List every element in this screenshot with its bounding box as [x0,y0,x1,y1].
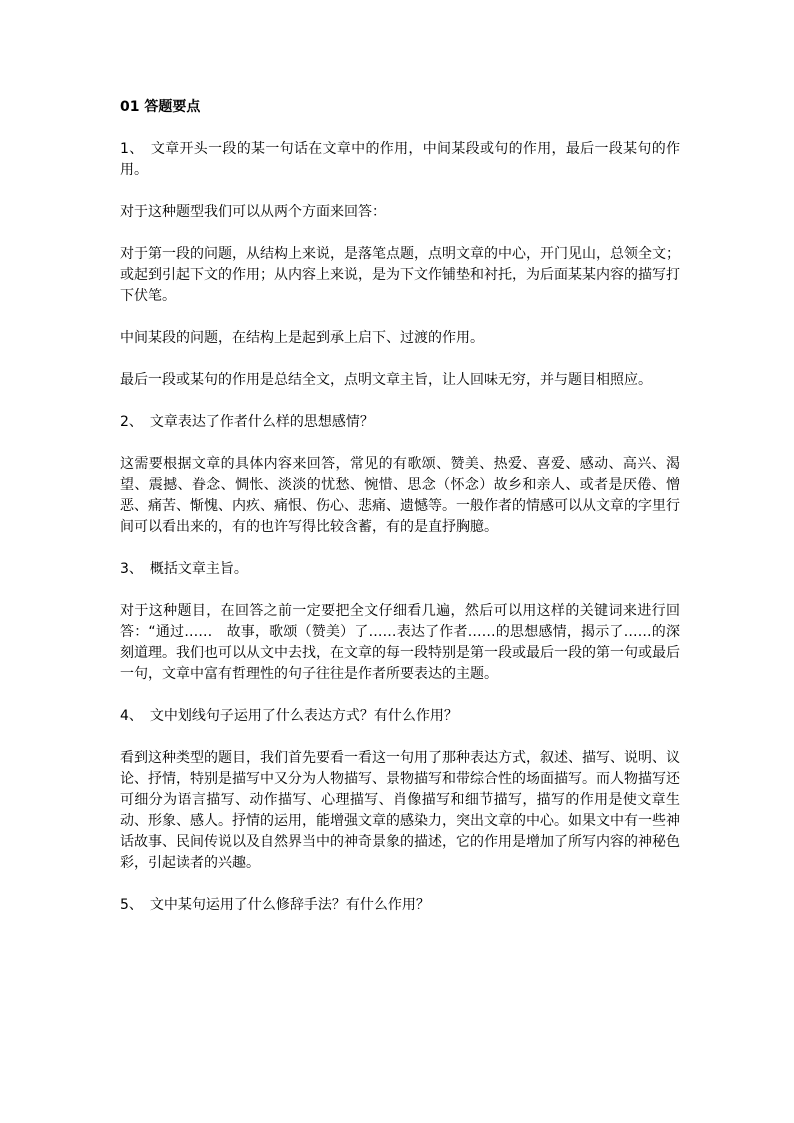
answer-1-first-paragraph: 对于第一段的问题，从结构上来说，是落笔点题，点明文章的中心，开门见山，总领全文；或起到引起下文的作用；从内容上来说，是为下文作铺垫和衬托，为后面某某内容的描写打下伏笔。 [120,246,680,304]
answer-1-intro: 对于这种题型我们可以从两个方面来回答： [120,204,386,220]
answer-4: 看到这种类型的题目，我们首先要看一看这一句用了那种表达方式，叙述、描写、说明、议论、抒情，特别是描写中又分为人物描写、景物描写和带综合性的场面描写。而人物描写还可细分为语言描写、动作描写、心理描写、肖像描写和细节描写，描写的作用是使文章生动、形象、感人。抒情的运用，能增强文章的感染力，突出文章的中心。如果文中有一些神话故事、民间传说以及自然界当中的神奇景象的描述，它的作用是增加了所写内容的神秘色彩，引起读者的兴趣。 [120,750,680,871]
question-5: 5、 文中某句运用了什么修辞手法？有什么作用？ [120,897,430,913]
answer-3: 对于这种题目，在回答之前一定要把全文仔细看几遍，然后可以用这样的关键词来进行回答：“通过…… 故事，歌颂（赞美）了……表达了作者……的思想感情，揭示了……的深刻道理。我们也可以从文中去找，在文章的每一段特别是第一段或最后一段的第一句或最后一句，文章中富有哲理性的句子往往是作者所要表达的主题。 [120,603,680,682]
question-1: 1、 文章开头一段的某一句话在文章中的作用，中间某段或句的作用，最后一段某句的作用。 [120,141,680,178]
question-3: 3、 概括文章主旨。 [120,561,248,577]
answer-2: 这需要根据文章的具体内容来回答，常见的有歌颂、赞美、热爱、喜爱、感动、高兴、渴望、震撼、眷念、惆怅、淡淡的忧愁、惋惜、思念（怀念）故乡和亲人、或者是厌倦、憎恶、痛苦、惭愧、内疚、痛恨、伤心、悲痛、遗憾等。一般作者的情感可以从文章的字里行间可以看出来的，有的也许写得比较含蓄，有的是直抒胸臆。 [120,456,680,535]
section-title: 01 答题要点 [120,99,201,115]
document-page [120,97,680,937]
answer-1-last-paragraph: 最后一段或某句的作用是总结全文，点明文章主旨，让人回味无穷，并与题目相照应。 [120,372,652,388]
question-2: 2、 文章表达了作者什么样的思想感情？ [120,414,374,430]
question-4: 4、 文中划线句子运用了什么表达方式？有什么作用？ [120,708,458,724]
answer-1-middle-paragraph: 中间某段的问题，在结构上是起到承上启下、过渡的作用。 [120,330,484,346]
